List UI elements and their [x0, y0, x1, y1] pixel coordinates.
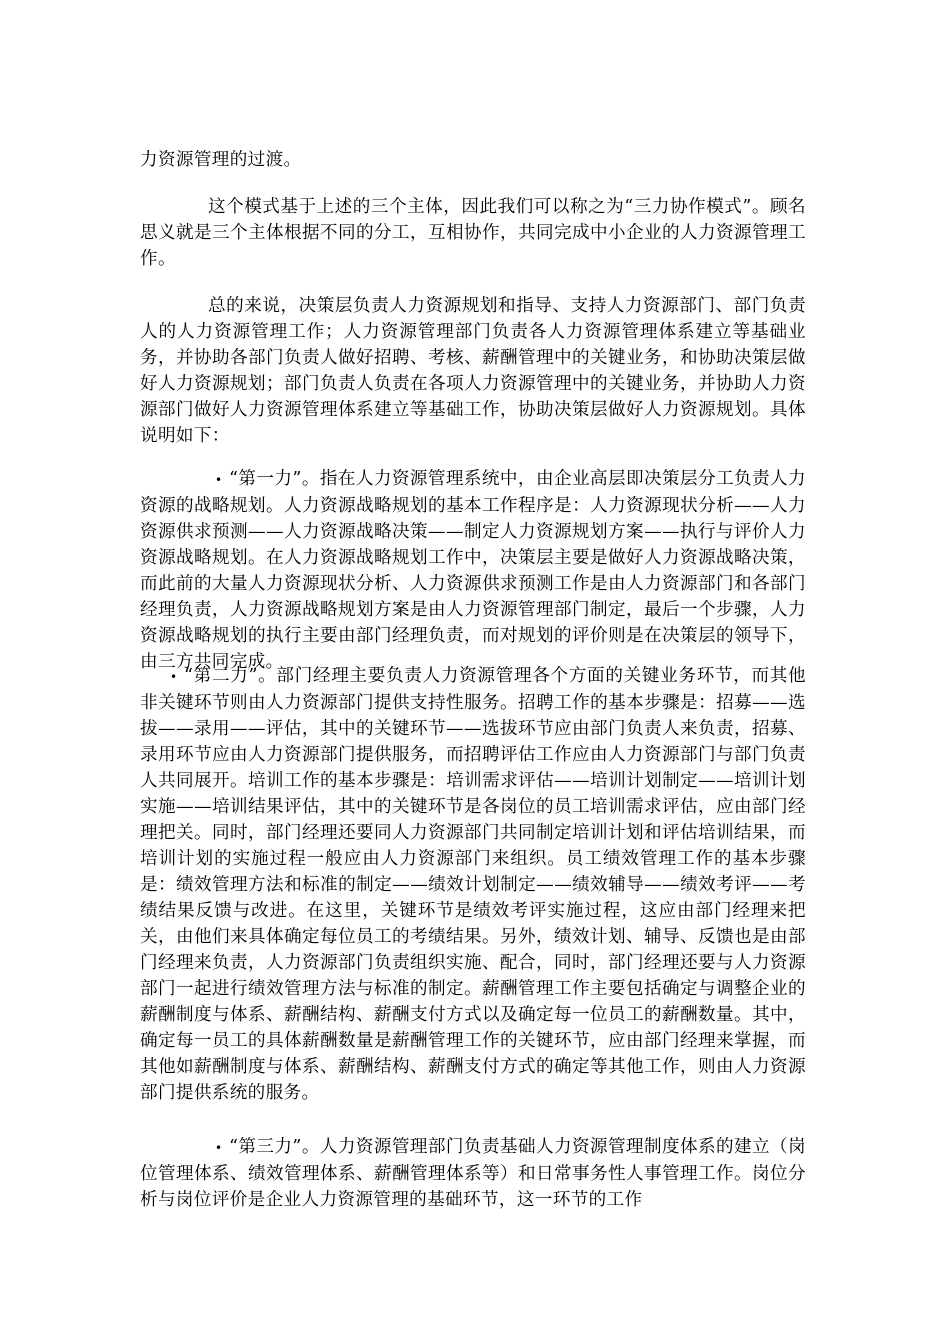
paragraph-transition: 力资源管理的过渡。 [140, 150, 302, 170]
bullet-item-second-force [140, 663, 806, 1106]
bullet-dot-icon: • [215, 473, 223, 487]
paragraph-summary: 总的来说，决策层负责人力资源规划和指导、支持人力资源部门、部门负责人的人力资源管理工作；人力资源管理部门负责各人力资源管理体系建立等基础业务，并协助各部门负责人做好招聘、考核、薪酬管理中的关键业务，和协助决策层做好人力资源规划；部门负责人负责在各项人力资源管理中的关键业务，并协助人力资源部门做好人力资源管理体系建立等基础工作，协助决策层做好人力资源规划。具体说明如下： [140, 296, 806, 446]
bullet-text-third-force: “第三力”。人力资源管理部门负责基础人力资源管理制度体系的建立（岗位管理体系、绩效管理体系、薪酬管理体系等）和日常事务性人事管理工作。岗位分析与岗位评价是企业人力资源管理的基础环节，这一环节的工作 [140, 1137, 806, 1210]
paragraph-model-intro: 这个模式基于上述的三个主体，因此我们可以称之为“三力协作模式”。顾名思义就是三个主体根据不同的分工，互相协作，共同完成中小企业的人力资源管理工作。 [140, 197, 806, 269]
bullet-text-first-force: “第一力”。指在人力资源管理系统中，由企业高层即决策层分工负责人力资源的战略规划。人力资源战略规划的基本工作程序是：人力资源现状分析——人力资源供求预测——人力资源战略决策——制定人力资源规划方案——执行与评价人力资源战略规划。在人力资源战略规划工作中，决策层主要是做好人力资源战略决策，而此前的大量人力资源现状分析、人力资源供求预测工作是由人力资源部门和各部门经理负责，人力资源战略规划方案是由人力资源管理部门制定，最后一个步骤，人力资源战略规划的执行主要由部门经理负责，而对规划的评价则是在决策层的领导下，由三方共同完成。 [140, 469, 806, 672]
bullet-dot-icon: • [170, 670, 178, 684]
bullet-dot-icon: • [215, 1141, 223, 1155]
bullet-item-third-force [140, 1134, 806, 1213]
bullet-text-second-force: “第二力”。部门经理主要负责人力资源管理各个方面的关键业务环节，而其他非关键环节则由人力资源部门提供支持性服务。招聘工作的基本步骤是：招募——选拔——录用——评估，其中的关键环节——选拔环节应由部门负责人来负责，招募、录用环节应由人力资源部门提供服务，而招聘评估工作应由人力资源部门与部门负责人共同展开。培训工作的基本步骤是：培训需求评估——培训计划制定——培训计划实施——培训结果评估，其中的关键环节是各岗位的员工培训需求评估，应由部门经理把关。同时，部门经理还要同人力资源部门共同制定培训计划和评估培训结果，而培训计划的实施过程一般应由人力资源部门来组织。员工绩效管理工作的基本步骤是：绩效管理方法和标准的制定——绩效计划制定——绩效辅导——绩效考评——考绩结果反馈与改进。在这里，关键环节是绩效考评实施过程，这应由部门经理来把关，由他们来具体确定每位员工的考绩结果。另外，绩效计划、辅导、反馈也是由部门经理来负责，人力资源部门负责组织实施、配合，同时，部门经理还要与人力资源部门一起进行绩效管理方法与标准的制定。薪酬管理工作主要包括确定与调整企业的薪酬制度与体系、薪酬结构、薪酬支付方式以及确定每一位员工的薪酬数量。其中，确定每一员工的具体薪酬数量是薪酬管理工作的关键环节，应由部门经理来掌握，而其他如薪酬制度与体系、薪酬结构、薪酬支付方式的确定等其他工作，则由人力资源部门提供系统的服务。 [140, 666, 806, 1103]
bullet-item-first-force [140, 466, 806, 675]
